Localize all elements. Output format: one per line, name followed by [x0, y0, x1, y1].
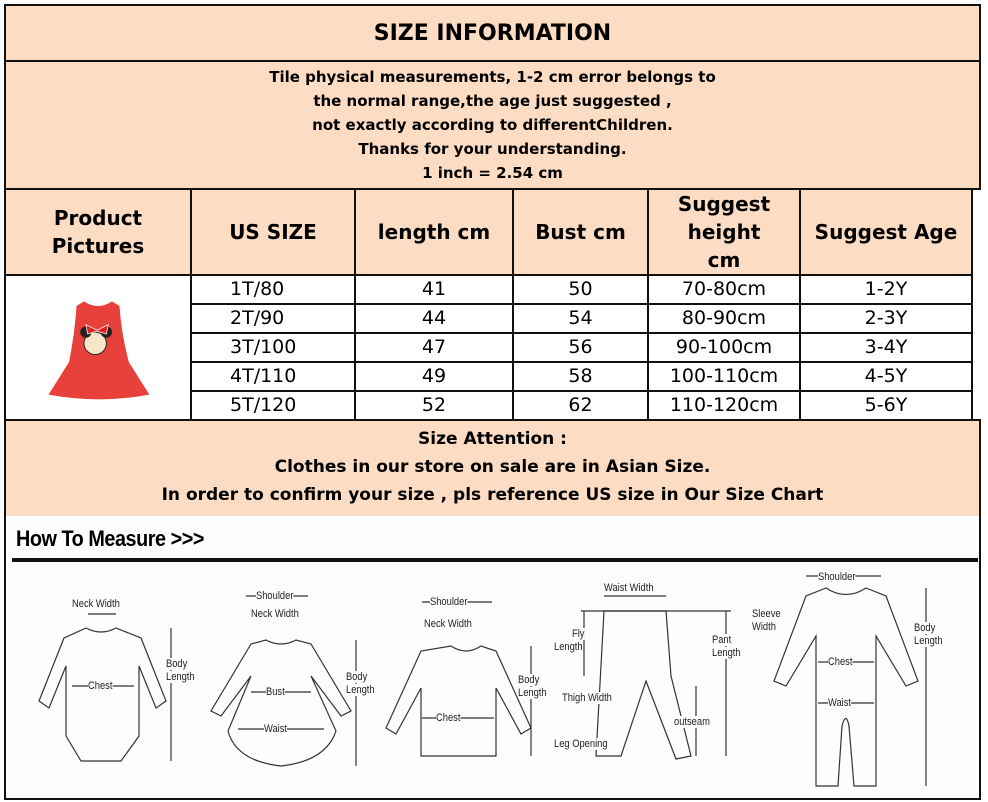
suggest-age: 5-6Y	[800, 391, 972, 420]
shirt-diagram	[386, 646, 531, 756]
col-header: Suggest height cm	[648, 189, 800, 275]
length-cm: 47	[355, 333, 513, 362]
suggest-age: 3-4Y	[800, 333, 972, 362]
us-size: 4T/110	[191, 362, 355, 391]
page-title: SIZE INFORMATION	[4, 4, 981, 62]
label-waist: Waist	[828, 697, 852, 709]
label-chest: Chest	[88, 680, 113, 692]
us-size: 3T/100	[191, 333, 355, 362]
label-leg-opening: Leg Opening	[554, 738, 608, 750]
label-length: Length	[518, 687, 547, 699]
attention-line: In order to confirm your size , pls reference US size in Our Size Chart	[161, 485, 824, 505]
label-body: Body	[914, 622, 936, 634]
label-length: Length	[166, 671, 195, 683]
measurement-note	[4, 60, 981, 190]
label-outseam: outseam	[674, 716, 710, 728]
dress-diagram	[211, 640, 351, 766]
col-header: Product Pictures	[5, 189, 191, 275]
length-cm: 41	[355, 275, 513, 304]
label-sleeve: Sleeve	[752, 608, 781, 620]
attention-line: Clothes in our store on sale are in Asian Size.	[274, 457, 711, 477]
label-chest: Chest	[828, 656, 853, 668]
us-size: 5T/120	[191, 391, 355, 420]
col-header: US SIZE	[191, 189, 355, 275]
label-thigh-width: Thigh Width	[562, 692, 612, 704]
us-size: 1T/80	[191, 275, 355, 304]
us-size: 2T/90	[191, 304, 355, 333]
label-body: Body	[346, 671, 368, 683]
label-length: Length	[554, 641, 583, 653]
suggest-height: 80-90cm	[648, 304, 800, 333]
length-cm: 52	[355, 391, 513, 420]
label-fly: Fly	[572, 628, 585, 640]
label-length: Length	[712, 647, 741, 659]
bust-cm: 56	[513, 333, 648, 362]
note-line: not exactly according to differentChildren.	[312, 116, 673, 134]
suggest-height: 110-120cm	[648, 391, 800, 420]
suggest-height: 100-110cm	[648, 362, 800, 391]
measure-title: How To Measure >>>	[16, 526, 204, 551]
suggest-age: 1-2Y	[800, 275, 972, 304]
size-attention	[4, 419, 981, 518]
suggest-height: 70-80cm	[648, 275, 800, 304]
bust-cm: 62	[513, 391, 648, 420]
red-dress-image	[28, 278, 168, 418]
label-body: Body	[518, 674, 540, 686]
label-length: Length	[914, 635, 943, 647]
col-header: Bust cm	[513, 189, 648, 275]
table-row	[5, 275, 972, 304]
label-neck-width: Neck Width	[424, 618, 472, 630]
size-table	[4, 188, 973, 421]
table-header-row	[5, 189, 972, 275]
bust-cm: 58	[513, 362, 648, 391]
note-line: the normal range,the age just suggested ,	[313, 92, 672, 110]
label-pant: Pant	[712, 634, 732, 646]
bust-cm: 50	[513, 275, 648, 304]
suggest-age: 2-3Y	[800, 304, 972, 333]
label-body: Body	[166, 658, 188, 670]
note-line: Thanks for your understanding.	[358, 140, 627, 158]
label-neck-width: Neck Width	[72, 598, 120, 610]
label-neck-width: Neck Width	[251, 608, 299, 620]
label-waist-width: Waist Width	[604, 582, 654, 594]
label-width: Width	[752, 621, 776, 633]
bodysuit-diagram	[39, 628, 166, 761]
attention-title: Size Attention :	[418, 429, 567, 449]
product-picture	[5, 275, 191, 420]
how-to-measure	[4, 516, 981, 800]
label-length: Length	[346, 684, 375, 696]
romper-diagram	[774, 588, 918, 786]
label-waist: Waist	[264, 723, 288, 735]
bust-cm: 54	[513, 304, 648, 333]
col-header: Suggest Age	[800, 189, 972, 275]
pants-diagram	[596, 611, 691, 759]
length-cm: 44	[355, 304, 513, 333]
note-line: Tile physical measurements, 1-2 cm error belongs to	[269, 68, 716, 86]
length-cm: 49	[355, 362, 513, 391]
label-shoulder: Shoulder	[818, 571, 856, 583]
col-header: length cm	[355, 189, 513, 275]
label-shoulder: Shoulder	[256, 590, 294, 602]
label-bust: Bust	[266, 686, 285, 698]
suggest-age: 4-5Y	[800, 362, 972, 391]
note-line: 1 inch = 2.54 cm	[422, 164, 563, 182]
label-shoulder: Shoulder	[430, 596, 468, 608]
label-chest: Chest	[436, 712, 461, 724]
suggest-height: 90-100cm	[648, 333, 800, 362]
